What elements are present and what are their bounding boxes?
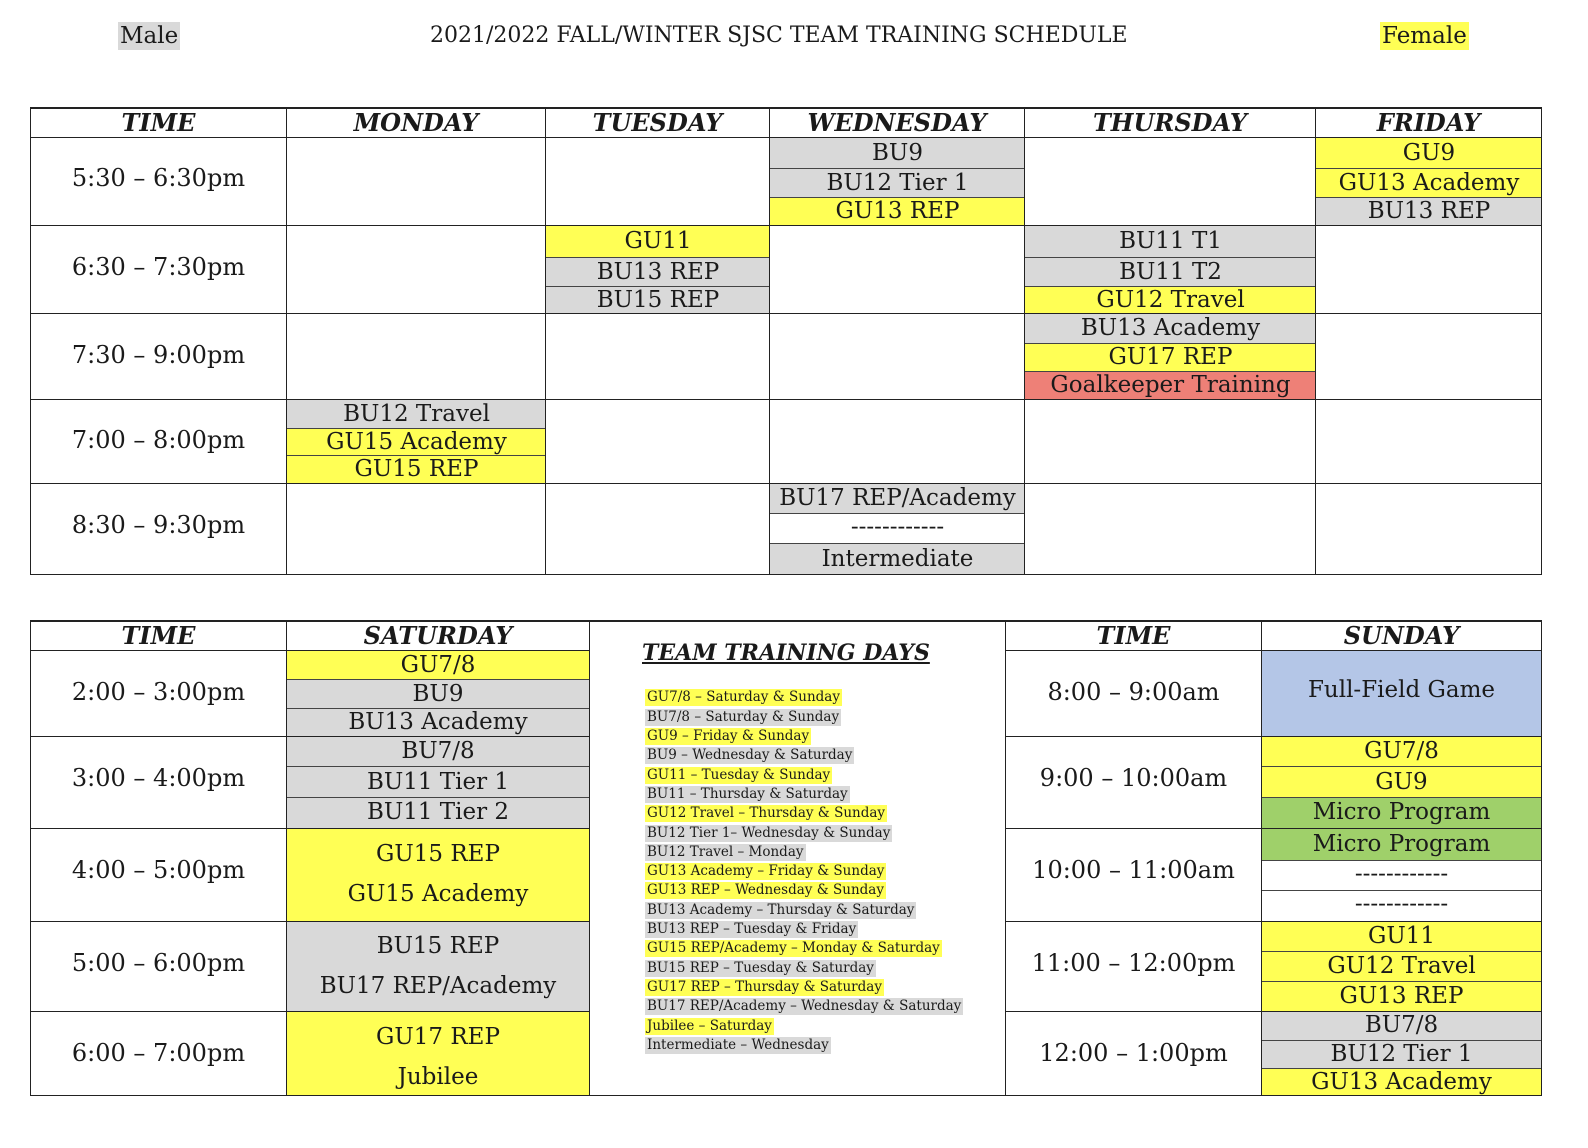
tue-r2-slot-3: BU15 REP — [546, 286, 770, 313]
legend-item: BU12 Travel – Monday — [647, 844, 804, 860]
sat-r1-slot-3: BU13 Academy — [287, 708, 589, 736]
sun-r5-slot-1: BU7/8 — [1262, 1012, 1541, 1040]
sun-time-row-5: 12:00 – 1:00pm — [1039, 1039, 1228, 1067]
header-tuesday: TUESDAY — [592, 108, 723, 137]
sun-r2-slot-1: GU7/8 — [1262, 737, 1541, 766]
sun-r3-slot-1: Micro Program — [1262, 829, 1541, 860]
sun-r2-slot-2: GU9 — [1262, 766, 1541, 797]
legend-item: GU13 REP – Wednesday & Sunday — [647, 882, 884, 898]
sat-r2-slot-1: BU7/8 — [287, 737, 589, 766]
male-legend-label: Male — [120, 23, 179, 49]
sun-r3-slot-3: ------------ — [1262, 890, 1541, 921]
sat-r3-item-2: GU15 Academy — [347, 881, 529, 907]
sun-r4-slot-3: GU13 REP — [1262, 981, 1541, 1011]
sat-r2-slot-2: BU11 Tier 1 — [287, 766, 589, 797]
header-friday: FRIDAY — [1376, 108, 1481, 137]
thu-r2-slot-1: BU11 T1 — [1025, 226, 1316, 257]
legend-item: GU15 REP/Academy – Monday & Saturday — [647, 940, 940, 956]
legend-item: GU11 – Tuesday & Sunday — [647, 767, 831, 783]
sat-r3-item-1: GU15 REP — [376, 841, 500, 867]
time-row-1: 5:30 – 6:30pm — [71, 164, 246, 192]
time-row-5: 8:30 – 9:30pm — [71, 511, 246, 539]
wed-r5-slot-3: Intermediate — [770, 543, 1025, 574]
legend-item: Jubilee – Saturday — [647, 1018, 772, 1034]
legend-item: BU9 – Wednesday & Saturday — [647, 747, 853, 763]
legend-item: BU12 Tier 1– Wednesday & Sunday — [647, 825, 891, 841]
sat-r2-slot-3: BU11 Tier 2 — [287, 797, 589, 828]
sat-time-row-4: 5:00 – 6:00pm — [71, 949, 246, 977]
tue-r2-slot-2: BU13 REP — [546, 257, 770, 286]
sun-r4-slot-1: GU11 — [1262, 922, 1541, 951]
legend-item: GU7/8 – Saturday & Sunday — [647, 689, 840, 705]
page-title: 2021/2022 FALL/WINTER SJSC TEAM TRAINING SCHEDULE — [430, 23, 1128, 48]
fri-r1-slot-3: BU13 REP — [1316, 197, 1542, 225]
sat-r5-item-2: Jubilee — [397, 1064, 479, 1090]
sun-r1-cell — [1262, 651, 1541, 736]
sat-r5-item-1: GU17 REP — [376, 1024, 500, 1050]
sat-time-row-3: 4:00 – 5:00pm — [71, 856, 246, 884]
thu-r3-slot-2: GU17 REP — [1025, 343, 1316, 371]
time-row-4: 7:00 – 8:00pm — [71, 426, 246, 454]
sat-r4-item-1: BU15 REP — [376, 933, 500, 959]
sun-time-row-4: 11:00 – 12:00pm — [1031, 949, 1236, 977]
legend-item: Intermediate – Wednesday — [647, 1037, 829, 1053]
header-monday: MONDAY — [353, 108, 479, 137]
sun-r5-slot-2: BU12 Tier 1 — [1262, 1040, 1541, 1068]
sat-header-saturday: SATURDAY — [363, 621, 513, 650]
legend-item: BU17 REP/Academy – Wednesday & Saturday — [647, 998, 962, 1014]
sat-r1-slot-2: BU9 — [287, 679, 589, 708]
sat-header-time: TIME — [121, 621, 196, 650]
sun-header-sunday: SUNDAY — [1343, 621, 1460, 650]
female-legend-label: Female — [1382, 23, 1467, 49]
wed-r5-slot-1: BU17 REP/Academy — [770, 484, 1025, 513]
wed-r1-slot-2: BU12 Tier 1 — [770, 168, 1025, 197]
tue-r2-slot-1: GU11 — [546, 226, 770, 257]
legend-title: TEAM TRAINING DAYS — [642, 640, 930, 666]
thu-r2-slot-2: BU11 T2 — [1025, 257, 1316, 286]
sat-time-row-5: 6:00 – 7:00pm — [71, 1039, 246, 1067]
time-row-3: 7:30 – 9:00pm — [71, 341, 246, 369]
sat-time-row-2: 3:00 – 4:00pm — [71, 764, 246, 792]
fri-r1-slot-2: GU13 Academy — [1316, 168, 1542, 197]
legend-item: BU11 – Thursday & Saturday — [647, 786, 848, 802]
sat-r1-slot-1: GU7/8 — [287, 651, 589, 679]
legend-item: GU13 Academy – Friday & Sunday — [647, 863, 885, 879]
mon-r4-slot-1: BU12 Travel — [287, 400, 546, 428]
sun-r3-slot-2: ------------ — [1262, 860, 1541, 890]
sun-time-row-2: 9:00 – 10:00am — [1039, 764, 1228, 792]
sun-time-row-1: 8:00 – 9:00am — [1047, 678, 1220, 706]
header-time: TIME — [121, 108, 196, 137]
sun-r5-slot-3: GU13 Academy — [1262, 1068, 1541, 1095]
fri-r1-slot-1: GU9 — [1316, 138, 1542, 168]
sun-r4-slot-2: GU12 Travel — [1262, 951, 1541, 981]
mon-r4-slot-2: GU15 Academy — [287, 428, 546, 455]
header-wednesday: WEDNESDAY — [807, 108, 987, 137]
legend-item: BU13 REP – Tuesday & Friday — [647, 921, 857, 937]
sun-time-row-3: 10:00 – 11:00am — [1032, 856, 1235, 884]
wed-r1-slot-1: BU9 — [770, 138, 1025, 168]
sat-time-row-1: 2:00 – 3:00pm — [71, 678, 246, 706]
thu-r2-slot-3: GU12 Travel — [1025, 286, 1316, 313]
thu-r3-slot-1: BU13 Academy — [1025, 314, 1316, 343]
legend-item: BU15 REP – Tuesday & Saturday — [647, 960, 874, 976]
mon-r4-slot-3: GU15 REP — [287, 455, 546, 483]
sun-r2-slot-3: Micro Program — [1262, 797, 1541, 828]
legend-item: BU7/8 – Saturday & Sunday — [647, 709, 840, 725]
sun-header-time: TIME — [1096, 621, 1171, 650]
thu-r3-slot-3: Goalkeeper Training — [1025, 371, 1316, 399]
wed-r1-slot-3: GU13 REP — [770, 197, 1025, 225]
sat-r4-item-2: BU17 REP/Academy — [319, 973, 557, 999]
legend-item: BU13 Academy – Thursday & Saturday — [647, 902, 915, 918]
wed-r5-slot-2: ------------ — [770, 513, 1025, 543]
sun-r1-item-1: Full-Field Game — [1307, 677, 1496, 703]
legend-item: GU17 REP – Thursday & Saturday — [647, 979, 882, 995]
legend-item: GU9 – Friday & Sunday — [647, 728, 810, 744]
legend-item: GU12 Travel – Thursday & Sunday — [647, 805, 886, 821]
time-row-2: 6:30 – 7:30pm — [71, 253, 246, 281]
header-thursday: THURSDAY — [1092, 108, 1248, 137]
